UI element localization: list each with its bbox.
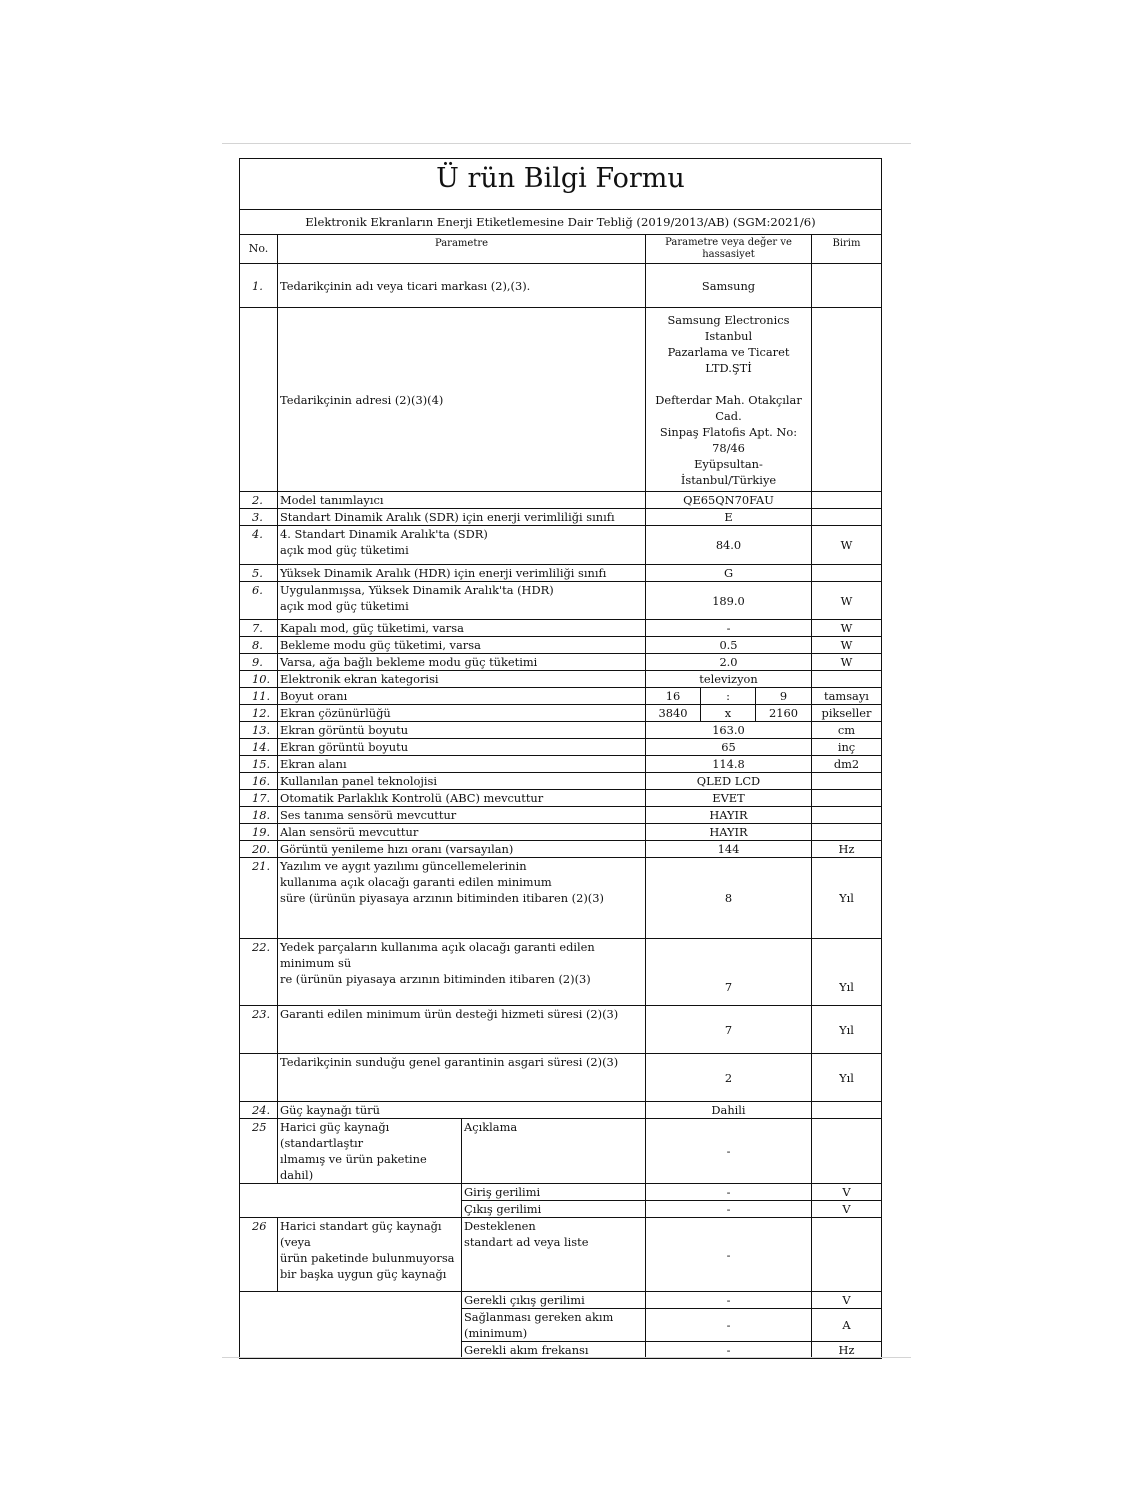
param-value: 114.8: [646, 756, 812, 773]
table-row: [240, 1102, 882, 1119]
table-row: [240, 722, 882, 739]
param-value: 7: [646, 939, 812, 1006]
param-line: 4. Standart Dinamik Aralık'ta (SDR): [280, 527, 488, 541]
param-line: ürün paketinde bulunmuyorsa: [280, 1251, 455, 1265]
param-value: -: [646, 1218, 812, 1292]
param-label: Varsa, ağa bağlı bekleme modu güç tüketimi: [278, 654, 646, 671]
form-title: Ü rün Bilgi Formu: [240, 159, 882, 210]
param-label: [278, 526, 646, 565]
row-number: 16.: [240, 773, 278, 790]
product-info-form: [239, 158, 882, 1359]
resolution-separator: x: [701, 705, 756, 722]
unit-value: [812, 492, 882, 509]
empty-cell: [240, 1184, 462, 1201]
sub-param-label: Açıklama: [462, 1119, 646, 1184]
param-label: [278, 1218, 462, 1292]
unit-value: [812, 565, 882, 582]
param-label: Yüksek Dinamik Aralık (HDR) için enerji verimliliği sınıfı: [278, 565, 646, 582]
sub-param-label: Çıkış gerilimi: [462, 1201, 646, 1218]
sub-param-line: (minimum): [464, 1326, 528, 1340]
sub-param-line: standart ad veya liste: [464, 1235, 589, 1249]
form-subtitle: Elektronik Ekranların Enerji Etiketlemesine Dair Tebliğ (2019/2013/AB) (SGM:2021/6): [240, 210, 882, 235]
row-number: 9.: [240, 654, 278, 671]
row-number: 19.: [240, 824, 278, 841]
table-row: [240, 841, 882, 858]
address-line: Defterdar Mah. Otakçılar Cad.: [655, 392, 802, 423]
param-value: 65: [646, 739, 812, 756]
header-unit: Birim: [812, 235, 882, 264]
unit-value: V: [812, 1201, 882, 1218]
table-row: [240, 1218, 882, 1292]
param-line: Harici güç kaynağı (standartlaştır: [280, 1120, 390, 1150]
unit-value: V: [812, 1292, 882, 1309]
param-value: Dahili: [646, 1102, 812, 1119]
header-no: No.: [240, 235, 278, 264]
param-label: Ekran görüntü boyutu: [278, 739, 646, 756]
param-label: Kullanılan panel teknolojisi: [278, 773, 646, 790]
unit-value: [812, 509, 882, 526]
unit-value: inç: [812, 739, 882, 756]
unit-value: W: [812, 620, 882, 637]
param-label: [278, 858, 646, 939]
aspect-width: 16: [646, 688, 701, 705]
table-row: [240, 824, 882, 841]
param-value: Samsung: [646, 264, 812, 308]
row-number: 10.: [240, 671, 278, 688]
address-line: Pazarlama ve Ticaret LTD.ŞTİ: [667, 344, 790, 375]
table-row: [240, 1119, 882, 1184]
param-value: 189.0: [646, 582, 812, 620]
param-label: Ekran çözünürlüğü: [278, 705, 646, 722]
unit-value: [812, 1102, 882, 1119]
param-line: açık mod güç tüketimi: [280, 599, 409, 613]
unit-value: [812, 1218, 882, 1292]
param-line: kullanıma açık olacağı garanti edilen minimum: [280, 875, 552, 889]
sub-param-line: Desteklenen: [464, 1219, 536, 1233]
table-row: [240, 637, 882, 654]
table-row: [240, 1309, 882, 1342]
param-line: bir başka uygun güç kaynağı: [280, 1267, 447, 1281]
param-line: re (ürünün piyasaya arzının bitiminden itibaren (2)(3): [280, 972, 591, 986]
table-row: [240, 308, 882, 492]
resolution-width: 3840: [646, 705, 701, 722]
param-value: -: [646, 1119, 812, 1184]
row-number: 26: [240, 1218, 278, 1292]
unit-value: Hz: [812, 1342, 882, 1359]
param-value: -: [646, 1184, 812, 1201]
param-value: 2.0: [646, 654, 812, 671]
param-label: Tedarikçinin adresi (2)(3)(4): [278, 308, 646, 492]
row-number: 11.: [240, 688, 278, 705]
unit-value: Yıl: [812, 1006, 882, 1054]
table-row: [240, 1201, 882, 1218]
param-label: Ses tanıma sensörü mevcuttur: [278, 807, 646, 824]
row-number: 14.: [240, 739, 278, 756]
unit-value: W: [812, 637, 882, 654]
row-number: 6.: [240, 582, 278, 620]
param-line: Uygulanmışsa, Yüksek Dinamik Aralık'ta (HDR): [280, 583, 554, 597]
unit-value: Hz: [812, 841, 882, 858]
param-line: Yazılım ve aygıt yazılımı güncellemelerinin: [280, 859, 527, 873]
row-number: 18.: [240, 807, 278, 824]
top-divider: [222, 143, 911, 144]
param-label: Otomatik Parlaklık Kontrolü (ABC) mevcuttur: [278, 790, 646, 807]
unit-value: tamsayı: [812, 688, 882, 705]
table-row: [240, 526, 882, 565]
param-label: Tedarikçinin adı veya ticari markası (2),(3).: [278, 264, 646, 308]
table-row: [240, 1006, 882, 1054]
table-row: [240, 688, 882, 705]
aspect-separator: :: [701, 688, 756, 705]
param-label: Tedarikçinin sunduğu genel garantinin asgari süresi (2)(3): [278, 1054, 646, 1102]
unit-value: [812, 824, 882, 841]
param-label: Ekran görüntü boyutu: [278, 722, 646, 739]
param-value: 163.0: [646, 722, 812, 739]
param-label: Elektronik ekran kategorisi: [278, 671, 646, 688]
unit-value: W: [812, 526, 882, 565]
unit-value: [812, 773, 882, 790]
param-label: Alan sensörü mevcuttur: [278, 824, 646, 841]
param-value: E: [646, 509, 812, 526]
unit-value: pikseller: [812, 705, 882, 722]
row-number: 3.: [240, 509, 278, 526]
empty-cell: [240, 1292, 462, 1309]
param-value: HAYIR: [646, 807, 812, 824]
param-line: ılmamış ve ürün paketine dahil): [280, 1152, 427, 1182]
unit-value: W: [812, 654, 882, 671]
table-row: [240, 807, 882, 824]
row-number: 12.: [240, 705, 278, 722]
table-row: [240, 1342, 882, 1359]
param-label: Standart Dinamik Aralık (SDR) için enerji verimliliği sınıfı: [278, 509, 646, 526]
param-label: Bekleme modu güç tüketimi, varsa: [278, 637, 646, 654]
table-row: [240, 773, 882, 790]
param-value: 144: [646, 841, 812, 858]
param-value: EVET: [646, 790, 812, 807]
unit-value: Yıl: [812, 1054, 882, 1102]
param-label: Güç kaynağı türü: [278, 1102, 646, 1119]
unit-value: Yıl: [812, 858, 882, 939]
empty-cell: [240, 1201, 462, 1218]
unit-value: [812, 790, 882, 807]
row-number: 5.: [240, 565, 278, 582]
supplier-address: [646, 308, 812, 492]
unit-value: [812, 1119, 882, 1184]
param-line: süre (ürünün piyasaya arzının bitiminden itibaren (2)(3): [280, 891, 604, 905]
param-value: 8: [646, 858, 812, 939]
table-row: [240, 858, 882, 939]
unit-value: cm: [812, 722, 882, 739]
param-value: 0.5: [646, 637, 812, 654]
row-number: 13.: [240, 722, 278, 739]
row-number: [240, 308, 278, 492]
param-value: -: [646, 1309, 812, 1342]
param-label: [278, 582, 646, 620]
address-line: Samsung Electronics Istanbul: [667, 312, 790, 343]
unit-value: [812, 308, 882, 492]
row-number: 21.: [240, 858, 278, 939]
param-label: [278, 939, 646, 1006]
row-number: 15.: [240, 756, 278, 773]
table-row: [240, 790, 882, 807]
param-label: Model tanımlayıcı: [278, 492, 646, 509]
table-row: [240, 565, 882, 582]
row-number: 8.: [240, 637, 278, 654]
param-label: Kapalı mod, güç tüketimi, varsa: [278, 620, 646, 637]
table-row: [240, 492, 882, 509]
row-number: 2.: [240, 492, 278, 509]
row-number: 4.: [240, 526, 278, 565]
table-row: [240, 671, 882, 688]
param-value: -: [646, 1342, 812, 1359]
table-row: [240, 654, 882, 671]
unit-value: [812, 807, 882, 824]
row-number: 24.: [240, 1102, 278, 1119]
unit-value: [812, 671, 882, 688]
table-row: [240, 939, 882, 1006]
header-row: [240, 235, 882, 264]
unit-value: dm2: [812, 756, 882, 773]
header-parameter: Parametre: [278, 235, 646, 264]
bottom-divider: [222, 1357, 911, 1358]
row-number: 17.: [240, 790, 278, 807]
param-value: -: [646, 620, 812, 637]
row-number: 25: [240, 1119, 278, 1184]
param-value: QE65QN70FAU: [646, 492, 812, 509]
param-value: -: [646, 1201, 812, 1218]
param-value: HAYIR: [646, 824, 812, 841]
sub-param-label: Giriş gerilimi: [462, 1184, 646, 1201]
table-row: [240, 756, 882, 773]
row-number: 22.: [240, 939, 278, 1006]
param-value: QLED LCD: [646, 773, 812, 790]
subtitle-row: [240, 210, 882, 235]
address-line: Sinpaş Flatofis Apt. No: 78/46: [659, 424, 798, 455]
param-label: [278, 1119, 462, 1184]
param-label: Boyut oranı: [278, 688, 646, 705]
param-value: 2: [646, 1054, 812, 1102]
table-row: [240, 1184, 882, 1201]
param-value: televizyon: [646, 671, 812, 688]
sub-param-label: Gerekli akım frekansı: [462, 1342, 646, 1359]
table-row: [240, 705, 882, 722]
param-value: G: [646, 565, 812, 582]
table-row: [240, 1292, 882, 1309]
table-row: [240, 264, 882, 308]
aspect-height: 9: [756, 688, 812, 705]
row-number: 1.: [240, 264, 278, 308]
row-number: 23.: [240, 1006, 278, 1054]
empty-cell: [240, 1342, 462, 1359]
param-label: Garanti edilen minimum ürün desteği hizmeti süresi (2)(3): [278, 1006, 646, 1054]
sub-param-line: Sağlanması gereken akım: [464, 1310, 614, 1324]
sub-param-label: [462, 1309, 646, 1342]
param-line: Harici standart güç kaynağı (veya: [280, 1219, 442, 1249]
sub-param-label: [462, 1218, 646, 1292]
table-row: [240, 1054, 882, 1102]
table-row: [240, 509, 882, 526]
sub-param-label: Gerekli çıkış gerilimi: [462, 1292, 646, 1309]
title-row: [240, 159, 882, 210]
unit-value: V: [812, 1184, 882, 1201]
row-number: 20.: [240, 841, 278, 858]
param-value: -: [646, 1292, 812, 1309]
table-row: [240, 620, 882, 637]
resolution-height: 2160: [756, 705, 812, 722]
param-value: 7: [646, 1006, 812, 1054]
param-value: 84.0: [646, 526, 812, 565]
unit-value: A: [812, 1309, 882, 1342]
table-row: [240, 582, 882, 620]
table-row: [240, 739, 882, 756]
empty-cell: [240, 1309, 462, 1342]
param-line: Yedek parçaların kullanıma açık olacağı garanti edilen minimum sü: [280, 940, 595, 970]
row-number: [240, 1054, 278, 1102]
param-line: açık mod güç tüketimi: [280, 543, 409, 557]
row-number: 7.: [240, 620, 278, 637]
unit-value: [812, 264, 882, 308]
param-label: Görüntü yenileme hızı oranı (varsayılan): [278, 841, 646, 858]
unit-value: Yıl: [812, 939, 882, 1006]
header-value: Parametre veya değer ve hassasiyet: [646, 235, 812, 264]
address-line: Eyüpsultan-İstanbul/Türkiye: [680, 456, 777, 487]
param-label: Ekran alanı: [278, 756, 646, 773]
unit-value: W: [812, 582, 882, 620]
